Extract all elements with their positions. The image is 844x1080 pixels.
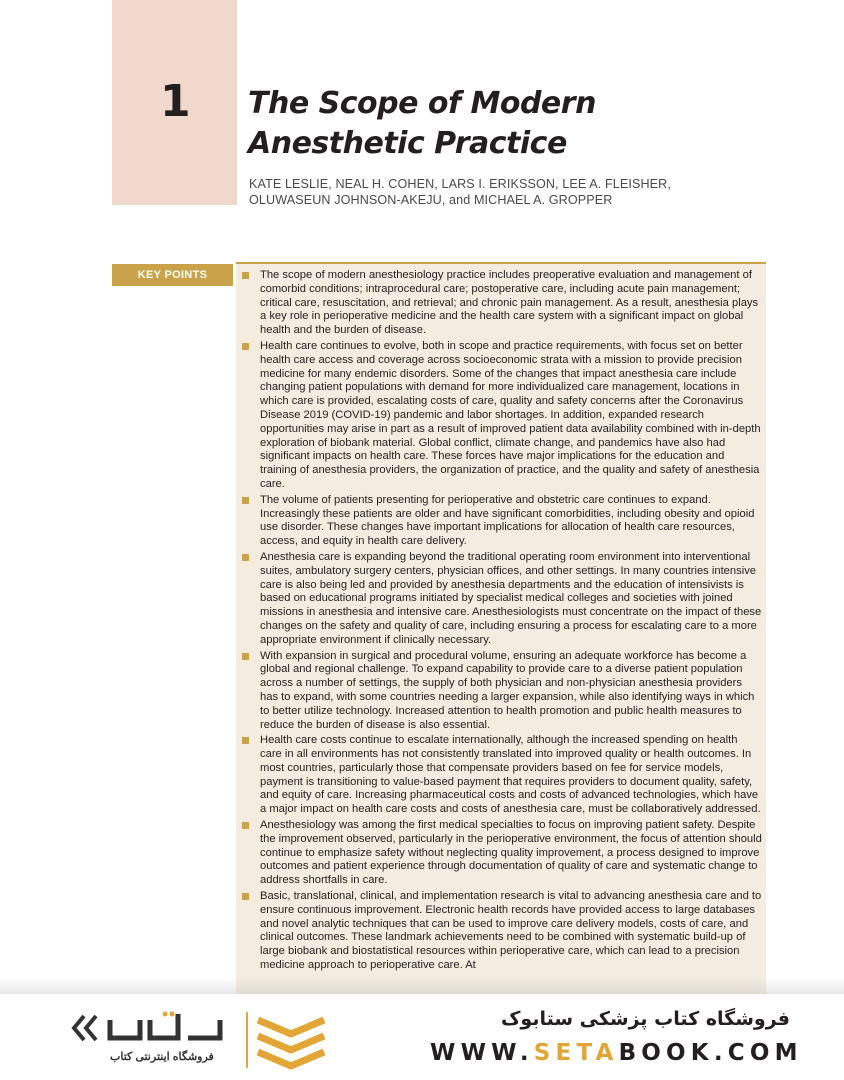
square-bullet-icon	[242, 272, 249, 279]
key-point-item	[240, 269, 762, 338]
square-bullet-icon	[242, 343, 249, 350]
key-point-text: Basic, translational, clinical, and implementation research is vital to advancing anesthesia care and to ensure continuous improvement. Electronic health records have provided access to large databases and novel analytic techniques that can be used to improve care delivery models, costs of care, and clinical outcomes. These landmark achievements need to be combined with systematic build-up of large biobank and biostatistical resources within perioperative care, which can lead to a precision medicine approach to perioperative care. At	[260, 890, 762, 972]
key-point-item	[240, 819, 762, 888]
key-point-text: Health care costs continue to escalate internationally, although the increased spending on health care in all environments has not consistently translated into improved quality or health outcomes. In most countries, particularly those that compensate providers based on fee for service models, payment is transitioning to value-based payment that requires providers to document quality, safety, and equity of care. Increasing pharmaceutical costs and costs of advanced technologies, which have a major impact on health care costs and costs of anesthesia care, must be collaboratively addressed.	[260, 734, 761, 816]
logo-divider	[246, 1012, 248, 1068]
key-point-text: The scope of modern anesthesiology practice includes preoperative evaluation and management of comorbid conditions; intraprocedural care; postoperative care, including acute pain management; critical care, resuscitation, and retrieval; and chronic pain management. As a result, anesthesia plays a key role in perioperative medicine and the health care system with a significant impact on global health and the burden of disease.	[260, 269, 759, 337]
authors-line-1: KATE LESLIE, NEAL H. COHEN, LARS I. ERIKSSON, LEE A. FLEISHER,	[249, 177, 671, 191]
url-accent: SETA	[533, 1040, 619, 1066]
chapter-title-line-1: The Scope of Modern	[248, 86, 596, 121]
key-point-text: Anesthesia care is expanding beyond the traditional operating room environment into interventional suites, ambulatory surgery centers, physician offices, and other settings. In many countries intensive care is also being led and provided by anesthesia departments and the education of intensivists is based on educational programs initiated by specialist medical colleges and societies with joined missions in anesthesia and intensive care. Anesthesiologists must concentrate on the impact of these changes on the safety and quality of care, including ensuring a process for escalating care to a more appropriate environment if clinically necessary.	[260, 550, 762, 646]
chapter-authors	[249, 176, 671, 208]
key-point-text: Anesthesiology was among the first medical specialties to focus on improving patient safety. Despite the improvement observed, particularly in the perioperative environment, the focus of attention should continue to emphasize safety without neglecting quality improvement, a process designed to improve outcomes and patient experience through documentation of quality of care and systematic change to address shortfalls in care.	[260, 819, 762, 887]
key-point-text: The volume of patients presenting for perioperative and obstetric care continues to expand. Increasingly these patients are older and have significant comorbidities, including obesity and opioid use disorder. These changes have important implications for allocation of health care resources, access, and equity in health care delivery.	[260, 493, 755, 548]
key-point-item	[240, 551, 762, 648]
square-bullet-icon	[242, 893, 249, 900]
key-points-label: KEY POINTS	[112, 264, 233, 286]
square-bullet-icon	[242, 554, 249, 561]
setabook-logo-icon	[70, 1008, 240, 1048]
chapter-number: 1	[160, 76, 191, 127]
key-point-item	[240, 734, 762, 817]
key-point-text: With expansion in surgical and procedural volume, ensuring an adequate workforce has become a global and regional challenge. To expand capability to provide care to a diverse patient population across a number of settings, the supply of both physician and non-physician anesthesia providers has to expand, with some countries needing a larger expansion, while also identifying ways in which to better utilize technology. Increased attention to health promotion and public health measures to reduce the burden of disease is also essential.	[260, 649, 755, 731]
key-point-item	[240, 494, 762, 549]
stacked-books-logo-icon	[254, 1010, 328, 1074]
url-suffix: BOOK.COM	[618, 1040, 803, 1066]
chapter-title	[248, 84, 596, 164]
square-bullet-icon	[242, 737, 249, 744]
square-bullet-icon	[242, 822, 249, 829]
chapter-title-line-2: Anesthetic Practice	[248, 126, 567, 161]
authors-line-2: OLUWASEUN JOHNSON-AKEJU, and MICHAEL A. GROPPER	[249, 193, 613, 207]
key-point-item	[240, 340, 762, 492]
key-point-item	[240, 890, 762, 973]
square-bullet-icon	[242, 497, 249, 504]
logo-subtitle: فروشگاه اینترنتی کتاب	[110, 1051, 214, 1063]
store-url[interactable]	[430, 1040, 803, 1066]
url-prefix: WWW.	[430, 1040, 534, 1066]
key-points-box	[236, 262, 766, 1004]
store-name: فروشگاه کتاب پزشکی ستابوک	[500, 1008, 790, 1030]
key-point-item	[240, 650, 762, 733]
key-points-list	[236, 264, 766, 973]
key-point-text: Health care continues to evolve, both in scope and practice requirements, with focus set on better health care access and coverage across socioeconomic strata with a mission to provide precision medicine for many endemic disorders. Some of the changes that impact anesthesia care include changing patient populations with demand for more individualized care management, locations in which care is provided, escalating costs of care, quality and safety concerns after the Coronavirus Disease 2019 (COVID-19) pandemic and labor shortages. In addition, expanded research opportunities may arise in part as a result of improved patient data availability combined with in-depth exploration of biobank material. Global conflict, climate change, and pandemics have also had significant impacts on health care. These forces have major implications for the education and training of anesthesia providers, the organization of practice, and the quality and safety of anesthesia care.	[260, 339, 761, 490]
square-bullet-icon	[242, 653, 249, 660]
